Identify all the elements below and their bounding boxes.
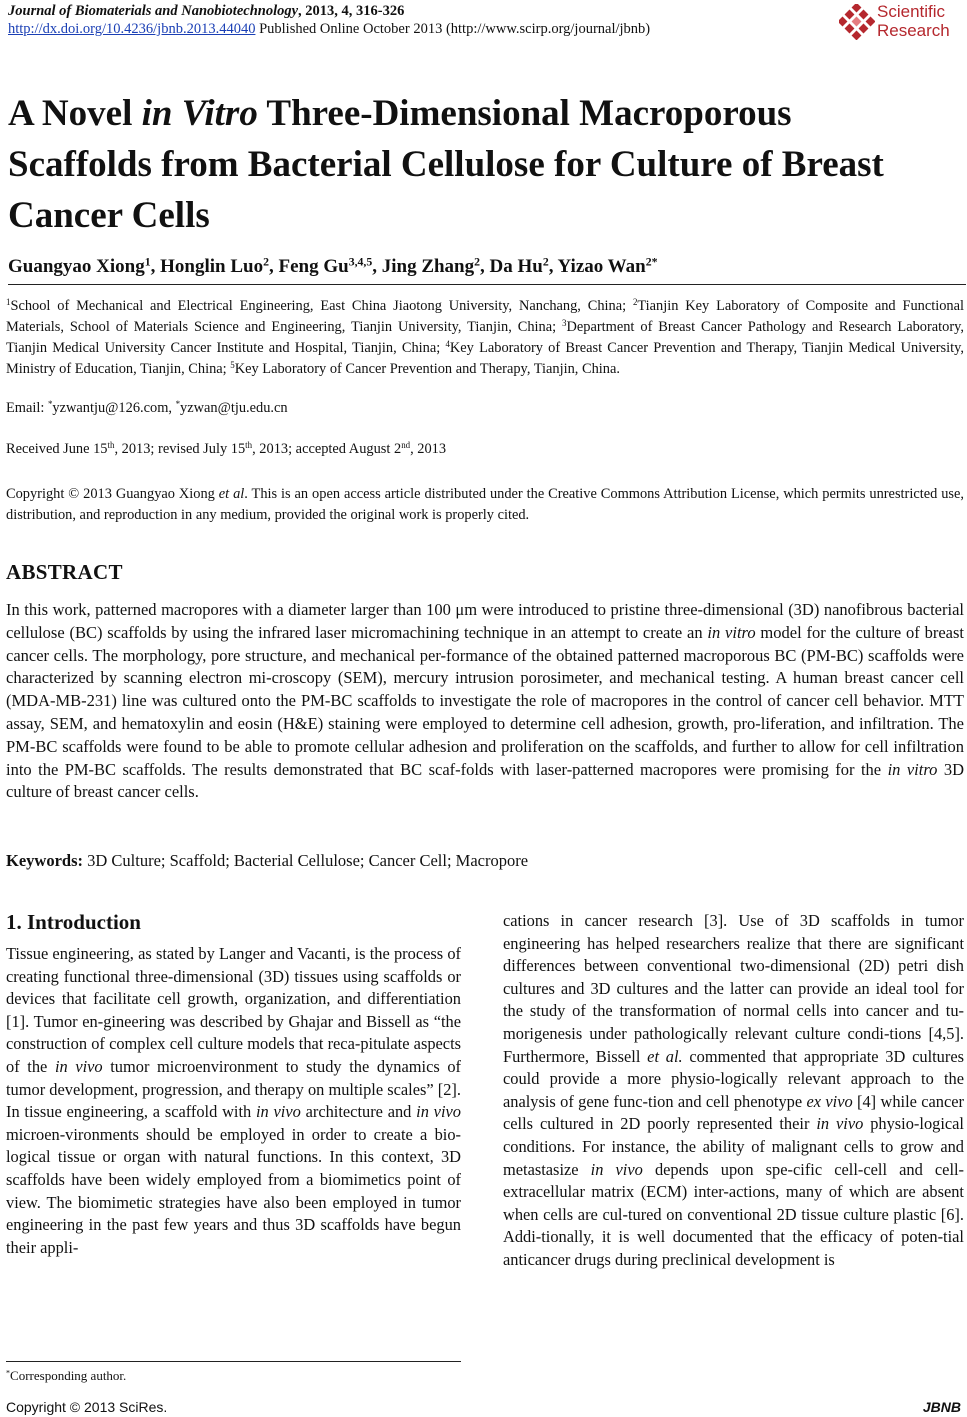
paper-title: A Novel in Vitro Three-Dimensional Macroporous Scaffolds from Bacterial Cellulose for Culture of Breast Cancer Cells bbox=[8, 93, 884, 236]
body-column-right: cations in cancer research [3]. Use of 3D scaffolds in tumor engineering has helped researchers realize that there are significant differences between conventional two-dimensional (2D) petri dish cultures and 3D cultures and the latter can provide an ideal tool for the study of the transformation of normal cells into cancer and tu-morigenesis under pathologically relevant culture condi-tions [4,5]. Furthermore, Bissell et al. commented that appropriate 3D cultures could provide a more physio-logically relevant approach to the analysis of gene func-tion and cell phenotype ex vivo [4] while cancer cells cultured in 2D poorly represented their in vivo physio-logical conditions. For instance, the ability of malignant cells to grow and metastasize in vivo depends upon spe-cific cell-cell and cell-extracellular matrix (ECM) inter-actions, many of which are absent when cells are cul-tured on conventional 2D tissue culture plastic [6]. Addi-tionally, it is well documented that the efficacy of poten-tial anticancer drugs during preclinical development is bbox=[503, 911, 965, 1269]
publication-line bbox=[8, 21, 650, 38]
logo-mark-icon bbox=[839, 4, 875, 40]
affiliations: $^1$School of Mechanical and Electrical Engineering, East China Jiaotong University, Nanchang, China; $^2$Tianjin Key Laboratory of Composite and Functional Materials, School of Materials Science and Engineering, Tianjin University, Tianjin, China; $^3$Department of Breast Cancer Pathology and Research Laboratory, Tianjin Medical University Cancer Institute and Hospital, Tianjin, China; $^4$Key Laboratory of Breast Cancer Prevention and Therapy, Tianjin Medical University, Ministry of Education, Tianjin, China; $^5$Key Laboratory of Cancer Prevention and Therapy, Tianjin, China. bbox=[6, 297, 964, 377]
doi-link[interactable]: http://dx.doi.org/10.4236/jbnb.2013.44040 bbox=[8, 21, 256, 37]
scientific-research-logo bbox=[839, 2, 961, 42]
body-column-left: Tissue engineering, as stated by Langer and Vacanti, is the process of creating functional three-dimensional (3D) tissues using scaffolds or devices that facilitate cell growth, organization, and differentiation [1]. Tumor en-gineering was described by Ghajar and Bissell as “the construction of complex cell culture models that reca-pitulate aspects of the in vivo tumor microenvironment to study the dynamics of tumor development, progression, and therapy on multiple scales” [2]. In tissue engineering, a scaffold with in vivo architecture and in vivo microen-vironments should be employed in order to create a bio-logical tissue or organ with natural functions. In this context, 3D scaffolds have been widely employed from a biomimetics point of view. The biomimetic strategies have also been employed in tumor engineering in the past few years and thus 3D scaffolds have begun their appli- bbox=[6, 944, 462, 1257]
journal-name: Journal of Biomaterials and Nanobiotechnology bbox=[8, 3, 299, 19]
abstract-heading: ABSTRACT bbox=[6, 560, 123, 584]
journal-header bbox=[8, 3, 404, 20]
received-dates: Received June 15th, 2013; revised July 15th, 2013; accepted August 2nd, 2013 bbox=[6, 440, 447, 457]
author: Honglin Luo$^2$ bbox=[160, 255, 269, 277]
title-divider bbox=[8, 284, 966, 285]
footer-copyright: Copyright © 2013 SciRes. bbox=[6, 1399, 168, 1415]
author: Da Hu$^2$ bbox=[489, 255, 549, 277]
author: Guangyao Xiong$^1$ bbox=[8, 255, 151, 277]
abstract-text: In this work, patterned macropores with a diameter larger than 100 μm were introduced to pristine three-dimensional (3D) nanofibrous bacterial cellulose (BC) scaffolds by using the infrared laser micromachining technique in an attempt to create an in vitro model for the culture of breast cancer cells. The morphology, pore structure, and mechanical per-formance of the obtained patterned macroporous BC (PM-BC) scaffolds were characterized by scanning electron mi-croscopy (SEM), mercury intrusion porosimeter, and mechanical testing. A human breast cancer cell (MDA-MB-231) line was cultured onto the PM-BC scaffolds to investigate the role of macropores in the control of cancer cell behavior. MTT assay, SEM, and hematoxylin and eosin (H&E) staining were employed to determine cell adhesion, growth, pro-liferation, and infiltration. The PM-BC scaffolds were found to be able to promote cellular adhesion and proliferation on the scaffolds, and further to allow for cell infiltration into the PM-BC scaffolds. The results demonstrated that BC scaf-folds with laser-patterned macropores were promising for the in vitro 3D culture of breast cancer cells. bbox=[6, 600, 964, 802]
author-list: Guangyao Xiong$^1$, Honglin Luo$^2$, Feng Gu$^{3,4,5}$, Jing Zhang$^2$, Da Hu$^2$, Yizao Wan$^{2*}$ bbox=[8, 255, 658, 277]
author: Yizao Wan$^{2*}$ bbox=[557, 255, 658, 277]
email-address[interactable]: yzwan@tju.edu.cn bbox=[180, 400, 288, 416]
email-line: Email: *yzwantju@126.com, *yzwan@tju.edu.cn bbox=[6, 399, 288, 416]
logo-text: Scientific Research bbox=[877, 2, 950, 40]
keywords: Keywords: 3D Culture; Scaffold; Bacterial Cellulose; Cancer Cell; Macropore bbox=[6, 851, 529, 870]
section-heading-introduction: 1. Introduction bbox=[6, 910, 141, 934]
published-online: Published Online October 2013 (http://www.scirp.org/journal/jbnb) bbox=[255, 21, 651, 37]
author: Feng Gu$^{3,4,5}$ bbox=[278, 255, 373, 277]
footnote: *Corresponding author. bbox=[6, 1368, 127, 1383]
email-address[interactable]: yzwantju@126.com bbox=[52, 400, 169, 416]
copyright-notice: Copyright © 2013 Guangyao Xiong et al. This is an open access article distributed under the Creative Commons Attribution License, which permits unrestricted use, distribution, and reproduction in any medium, provided the original work is properly cited. bbox=[6, 486, 964, 523]
author: Jing Zhang$^2$ bbox=[381, 255, 481, 277]
footer-journal-abbrev: JBNB bbox=[922, 1399, 961, 1415]
footnote-divider bbox=[6, 1361, 461, 1362]
journal-issue: , 2013, 4, 316-326 bbox=[298, 3, 405, 19]
